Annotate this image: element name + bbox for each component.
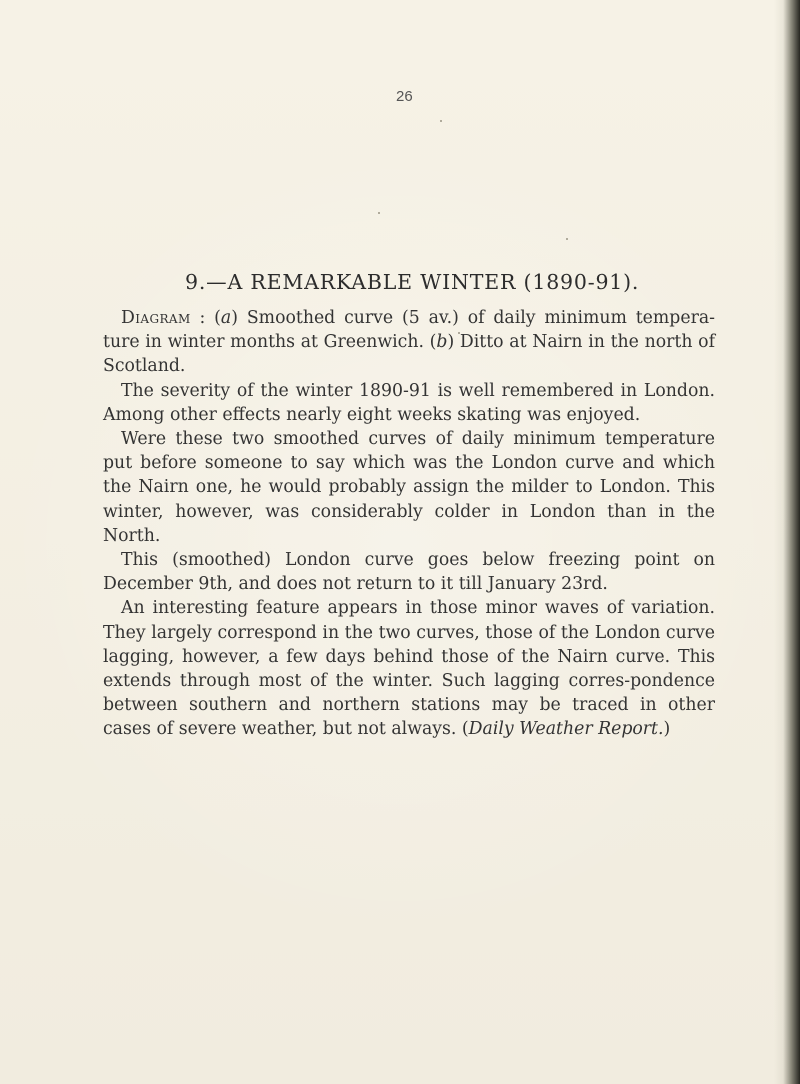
source-citation: Daily Weather Report.	[468, 719, 664, 740]
part-a-letter: a	[220, 308, 232, 328]
page-edge-shadow	[774, 0, 800, 1084]
diagram-caption: Diagram : (a) Smoothed curve (5 av.) of daily minimum tempera-ture in winter months at Greenwich. (b) Ditto at Nairn in the north of Scotland.	[103, 308, 715, 377]
paragraph-text: An interesting feature appears in those minor waves of variation. They largely correspond in the two curves, those of the London curve lagging, however, a few days behind those of the Nairn curve. This extends through most of the winter. Such lagging corres-pondence between southern and northern stations may be traced in other cases of severe weather, but not always.	[103, 598, 715, 740]
diagram-label: Diagram	[121, 308, 191, 328]
speck	[566, 238, 568, 240]
speck	[378, 212, 380, 214]
part-a-text: Smoothed curve (5 av.) of daily minimum tempera-ture in winter months at Greenwich.	[103, 308, 715, 353]
part-b-letter: b	[436, 332, 448, 353]
body-text	[103, 306, 715, 742]
paragraph-with-source: An interesting feature appears in those minor waves of variation. They largely correspond in the two curves, those of the London curve lagging, however, a few days behind those of the Nairn curve. This extends through most of the winter. Such lagging corres-pondence between southern and northern stations may be traced in other cases of severe weather, but not always. (Daily Weather Report.)	[103, 598, 715, 740]
paragraph: The severity of the winter 1890-91 is well remembered in London. Among other effects nearly eight weeks skating was enjoyed.	[103, 380, 715, 425]
paragraph: This (smoothed) London curve goes below freezing point on December 9th, and does not return to it till January 23rd.	[103, 550, 715, 595]
part-b-text: Ditto at Nairn in the north of Scotland.	[103, 332, 715, 377]
page-number: 26	[396, 88, 413, 105]
speck	[440, 120, 442, 122]
section-heading: 9.—A REMARKABLE WINTER (1890-91).	[185, 270, 640, 294]
paragraph: Were these two smoothed curves of daily minimum temperature put before someone to say which was the London curve and which the Nairn one, he would probably assign the milder to London. This winter, however, was considerably colder in London than in the North.	[103, 429, 715, 546]
